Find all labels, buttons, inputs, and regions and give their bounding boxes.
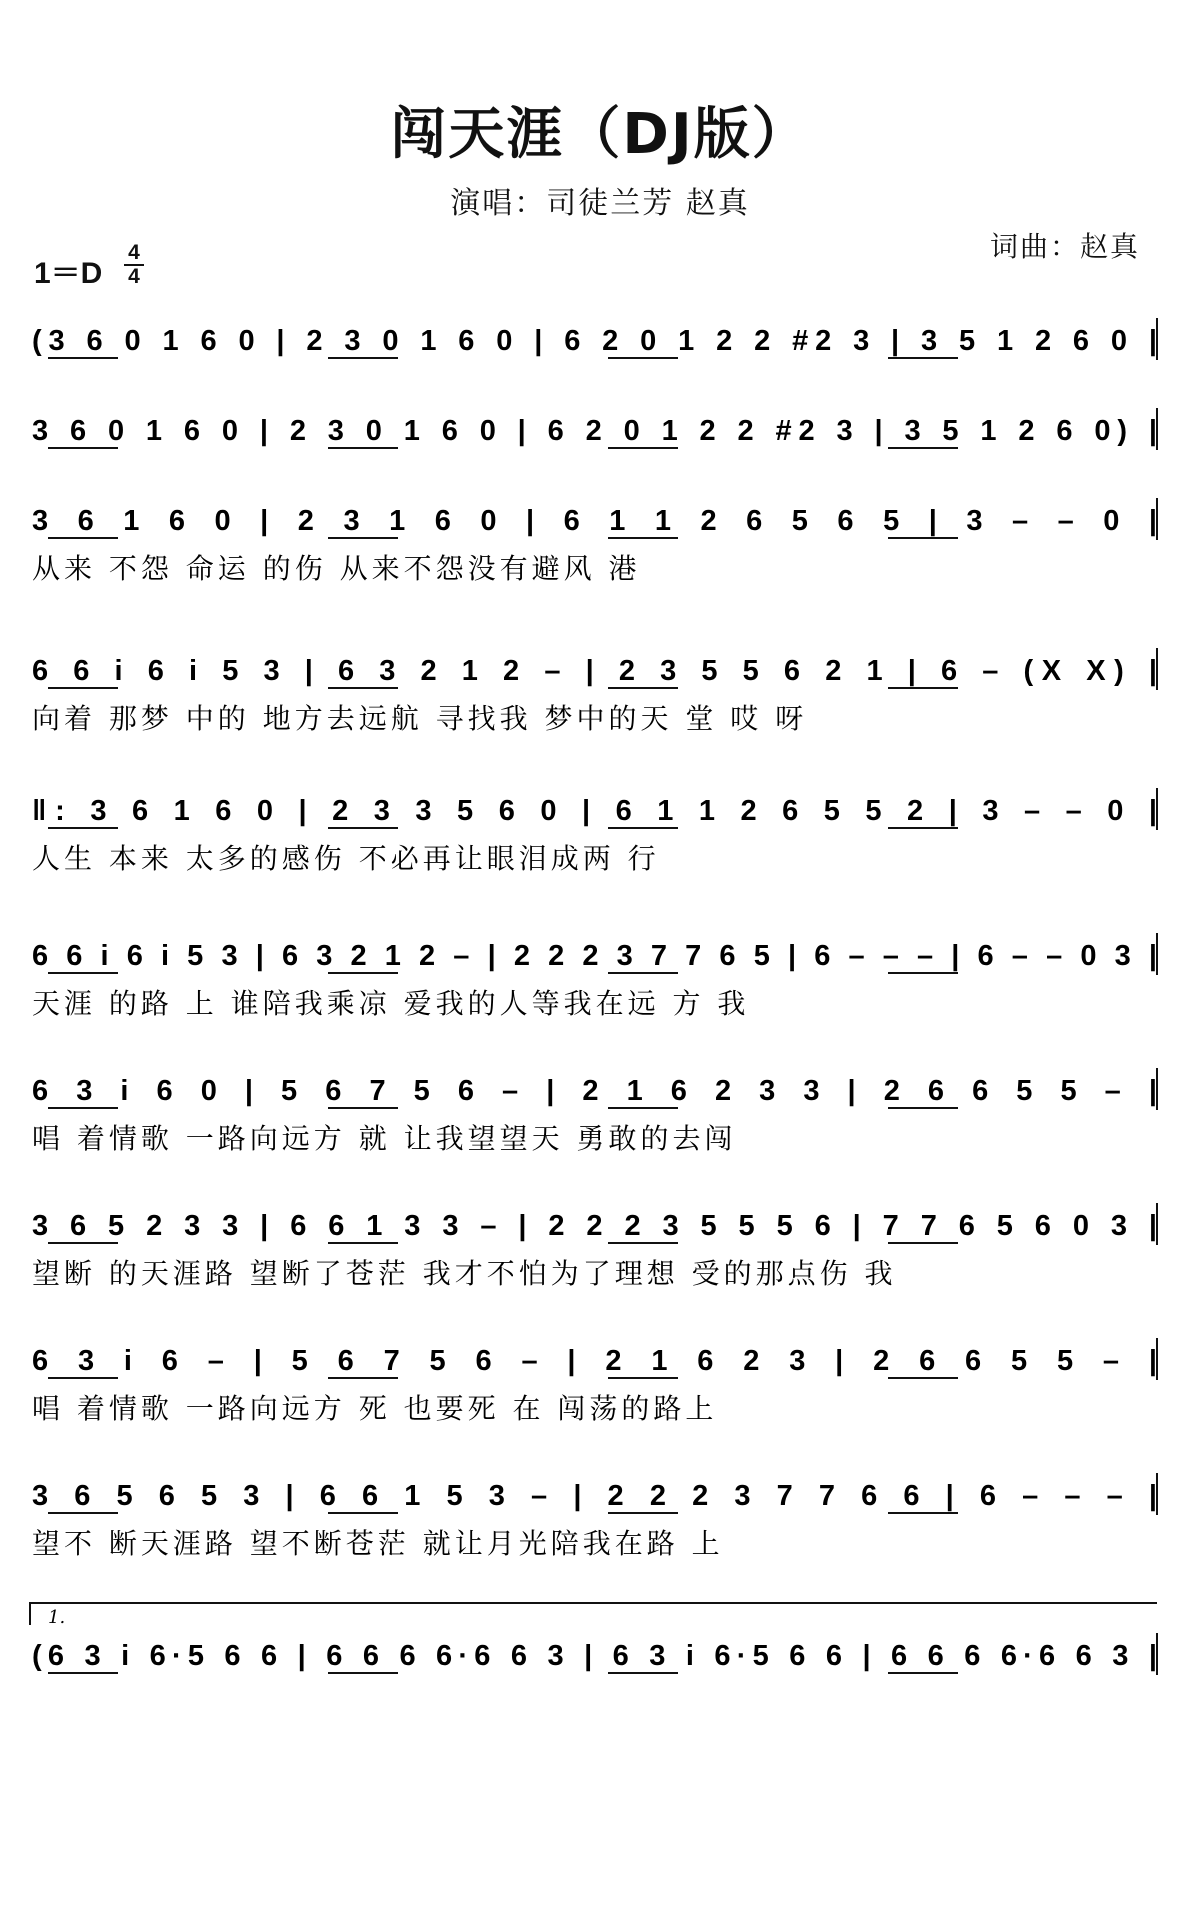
- lyric-line: 唱 着情歌 一路向远方 就 让我望望天 勇敢的去闯: [32, 1122, 737, 1155]
- notation-line: 3 6 0 1 6 0 | 2 3 0 1 6 0 | 6 2 0 1 2 2 #2 3 | 3 5 1 2 6 0) |: [32, 415, 1158, 447]
- lyric-line: 人生 本来 太多的感伤 不必再让眼泪成两 行: [32, 842, 660, 875]
- lyric-line: 唱 着情歌 一路向远方 死 也要死 在 闯荡的路上: [32, 1392, 718, 1425]
- time-signature-bottom: 4: [128, 265, 140, 288]
- notation-line: ‖: 3 6 1 6 0 | 2 3 3 5 6 0 | 6 1 1 2 6 5 5 2 | 3 – – 0 |: [32, 795, 1158, 827]
- volta-label: 1.: [48, 1607, 66, 1628]
- lyric-line: 天涯 的路 上 谁陪我乘凉 爱我的人等我在远 方 我: [32, 987, 750, 1020]
- lyric-line: 向着 那梦 中的 地方去远航 寻找我 梦中的天 堂 哎 呀: [32, 702, 808, 735]
- lyric-line: 望不 断天涯路 望不断苍茫 就让月光陪我在路 上: [32, 1527, 724, 1560]
- notation-line: 6 6 i 6 i 5 3 | 6 3 2 1 2 – | 2 2 2 3 7 7 6 5 | 6 – – – | 6 – – 0 3 |: [32, 940, 1157, 972]
- notation-line: (3 6 0 1 6 0 | 2 3 0 1 6 0 | 6 2 0 1 2 2 #2 3 | 3 5 1 2 6 0 |: [32, 325, 1158, 357]
- notation-line: 6 3 i 6 – | 5 6 7 5 6 – | 2 1 6 2 3 | 2 6 6 5 5 – |: [32, 1345, 1158, 1377]
- volta-bracket: [30, 1603, 1157, 1625]
- notation-line: 6 3 i 6 0 | 5 6 7 5 6 – | 2 1 6 2 3 3 | 2 6 6 5 5 – |: [32, 1075, 1158, 1107]
- key-signature: 1＝D: [34, 257, 103, 290]
- singer-line: 演唱：司徒兰芳 赵真: [450, 186, 750, 221]
- notation-line: 3 6 5 6 5 3 | 6 6 1 5 3 – | 2 2 2 3 7 7 6 6 | 6 – – – |: [32, 1480, 1157, 1512]
- lyric-line: 从来 不怨 命运 的伤 从来不怨没有避风 港: [32, 552, 641, 585]
- lyricist-composer: 词曲：赵真: [989, 230, 1140, 263]
- notation-line: 3 6 1 6 0 | 2 3 1 6 0 | 6 1 1 2 6 5 6 5 | 3 – – 0 |: [32, 505, 1158, 537]
- time-signature-top: 4: [128, 241, 140, 264]
- notation-line: (6 3 i 6·5 6 6 | 6 6 6 6·6 6 3 | 6 3 i 6·5 6 6 | 6 6 6 6·6 6 3 |: [32, 1640, 1157, 1672]
- notation-line: 6 6 i 6 i 5 3 | 6 3 2 1 2 – | 2 3 5 5 6 2 1 | 6 – (X X) |: [32, 655, 1158, 687]
- notation-line: 3 6 5 2 3 3 | 6 6 1 3 3 – | 2 2 2 3 5 5 5 6 | 7 7 6 5 6 0 3 |: [32, 1210, 1157, 1242]
- lyric-line: 望断 的天涯路 望断了苍茫 我才不怕为了理想 受的那点伤 我: [32, 1257, 897, 1290]
- song-title: 闯天涯（DJ版）: [390, 102, 810, 167]
